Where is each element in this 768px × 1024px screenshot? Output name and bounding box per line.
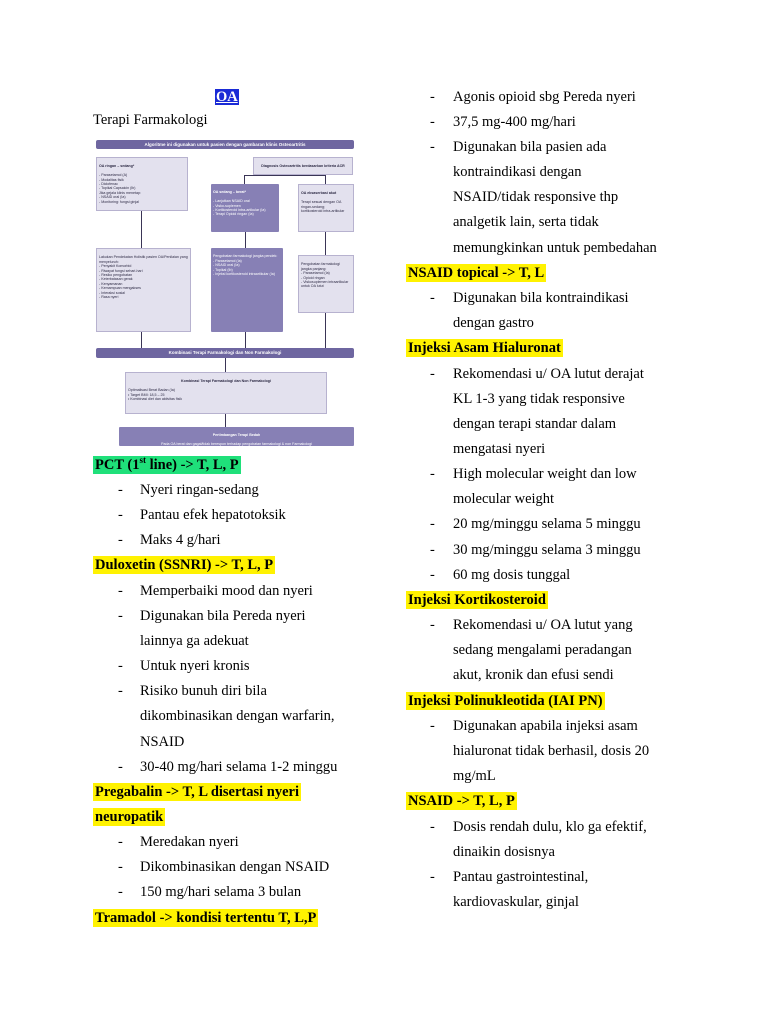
connector-line [245, 332, 246, 348]
nsaid-topical-heading: NSAID topical -> T, L [408, 265, 545, 281]
doc-title [215, 88, 239, 106]
list-item-continuation: hialuronat tidak berhasil, dosis 20 [453, 743, 650, 759]
pregabalin-heading: Pregabalin -> T, L disertasi nyeri [95, 784, 300, 800]
list-item: 20 mg/minggu selama 5 minggu [453, 516, 641, 532]
list-item: High molecular weight dan low [453, 466, 637, 482]
list-item-continuation: akut, kronik dan efusi sendi [453, 667, 614, 683]
oa-algorithm-flowchart [93, 137, 358, 449]
list-item: Pantau efek hepatotoksik [140, 507, 286, 523]
list-item-continuation: mg/mL [453, 768, 496, 784]
flowchart-box-acute [298, 184, 354, 232]
box-moderate-title: OA sedang – berat* [213, 190, 247, 195]
list-item-continuation: dengan terapi standar dalam [453, 416, 617, 432]
list-item: Digunakan bila kontraindikasi [453, 290, 629, 306]
connector-line [225, 414, 226, 427]
list-item-continuation: molecular weight [453, 491, 555, 507]
box-acute-text: Terapi sesuai dengan OA ringan-sedang; kortikosteroid intra-artikular [301, 200, 345, 214]
list-item: Memperbaiki mood dan nyeri [140, 583, 313, 599]
hialuronat-heading: Injeksi Asam Hialuronat [408, 340, 561, 356]
list-item-continuation: lainnya ga adekuat [140, 633, 249, 649]
nsaid-heading: NSAID -> T, L, P [408, 793, 515, 809]
flowchart-box-short-term [211, 248, 283, 332]
connector-line [141, 211, 142, 248]
list-item-continuation: analgetik lain, serta tidak [453, 214, 599, 230]
kortikosteroid-heading: Injeksi Kortikosteroid [408, 592, 546, 608]
flowchart-box-diagnosis [253, 157, 353, 175]
list-item-continuation: dengan gastro [453, 315, 534, 331]
list-item: Untuk nyeri kronis [140, 658, 250, 674]
box-bottom-text: Pada OA berat dan gagal/tidak berespon terhadap pengobatan farmakologi & non Farmakologi [161, 442, 312, 446]
connector-line [244, 175, 326, 176]
list-item-continuation: kardiovaskular, ginjal [453, 894, 579, 910]
list-item-continuation: sedang mengalami peradangan [453, 642, 632, 658]
list-item: Rekomendasi u/ OA lutut derajat [453, 366, 644, 382]
pregabalin-heading-line2: neuropatik [95, 809, 164, 825]
list-item: Dosis rendah dulu, klo ga efektif, [453, 819, 647, 835]
list-item-continuation: kontraindikasi dengan [453, 164, 582, 180]
list-item-continuation: mengatasi nyeri [453, 441, 546, 457]
subtitle: Terapi Farmakologi [93, 112, 208, 128]
connector-line [325, 175, 326, 184]
list-item-continuation: KL 1-3 yang tidak responsive [453, 391, 625, 407]
box-bottom-title: Pertimbangan Terapi Bedah [212, 433, 261, 438]
box-moderate-text: - Lanjutkan NSAID oral - Visko-suplemen - Kortikosteroid intra-artikular (Ia) - Terapi Opioid ringan (Ia) [213, 199, 266, 217]
list-item: 150 mg/hari selama 3 bulan [140, 884, 302, 900]
connector-line [325, 232, 326, 255]
box-combo-text: Optimalisasi Berat Badan (Ia) • Target BMI: 18,5 – 25 • Kombinasi diet dan aktivitas fisik [128, 388, 182, 402]
connector-line [225, 358, 226, 372]
list-item-continuation: NSAID/tidak responsive thp [453, 189, 619, 205]
connector-line [141, 332, 142, 348]
list-item: 37,5 mg-400 mg/hari [453, 114, 576, 130]
duloxetin-heading: Duloxetin (SSNRI) -> T, L, P [95, 557, 274, 573]
list-item: Pantau gastrointestinal, [453, 869, 589, 885]
list-item: 30 mg/minggu selama 3 minggu [453, 542, 641, 558]
box-mid-text: Pengobatan farmakologi jangka pendek: - Parasetamol (Ia) - NSAID oral (Ia) - Topikal (Ib) - Injeksi kortikosteroid intraartikular (Ia) [213, 254, 278, 277]
list-item: Digunakan bila Pereda nyeri [140, 608, 306, 624]
flowchart-box-moderate [211, 184, 279, 232]
box-mild-title: OA ringan – sedang* [99, 164, 135, 169]
tramadol-heading: Tramadol -> kondisi tertentu T, L,P [95, 910, 317, 926]
flowchart-box-mild [96, 157, 188, 211]
list-item: Digunakan bila pasien ada [453, 139, 607, 155]
box-nonpharm-text: Lakukan Pendekatan Holistik pasien OA/Penilaian yang menyeluruh: - Penyakit Komorbid - Riwayat fungsi sehari-hari - Resiko pengobatan - Keterbatasan gerak - Kenyamanan - Kemampuan mengakses - Interaksi sosial - Rasa nyeri [99, 255, 188, 300]
list-item: 60 mg dosis tunggal [453, 567, 571, 583]
connector-line [244, 175, 245, 184]
flowchart-box-surgery [119, 427, 354, 446]
list-item: Maks 4 g/hari [140, 532, 221, 548]
list-item: Digunakan apabila injeksi asam [453, 718, 638, 734]
box-right-text: Pengobatan farmakologi jangka panjang: - Parasetamol (Ia) - Opioid ringan - Viskosuplemen intraartikular untuk OA lutut [301, 262, 349, 289]
list-item: Risiko bunuh diri bila [140, 683, 267, 699]
list-item: Agonis opioid sbg Pereda nyeri [453, 89, 636, 105]
pct-heading [93, 456, 241, 474]
pct-highlight: PCT (1st line) -> T, L, P [95, 455, 239, 473]
flowchart-banner-combo: Kombinasi Terapi Farmakologi dan Non Farmakologi [96, 348, 354, 358]
box-diag-title: Diagnosis Osteoartritis berdasarkan kriteria ACR [261, 164, 345, 169]
list-item: Meredakan nyeri [140, 834, 239, 850]
list-item-continuation: memungkinkan untuk pembedahan [453, 240, 657, 256]
oa-title: OA [216, 89, 238, 105]
flowchart-box-holistic [96, 248, 191, 332]
flowchart-box-long-term [298, 255, 354, 313]
list-item: 30-40 mg/hari selama 1-2 minggu [140, 759, 338, 775]
connector-line [245, 232, 246, 248]
connector-line [325, 313, 326, 348]
list-item: Nyeri ringan-sedang [140, 482, 259, 498]
list-item: Rekomendasi u/ OA lutut yang [453, 617, 633, 633]
box-mild-text: - Parasetamol (A) - Modalitas fisik - Diclofenac - Topikal Capsaicin (Ib) Jika gejala klinis menetap: - NSAID oral (Ia) - Monitoring: fungsi ginjal [99, 173, 141, 204]
polinukleotida-heading: Injeksi Polinukleotida (IAI PN) [408, 693, 603, 709]
box-combo-title: Kombinasi Terapi Farmakologi dan Non Farmakologi [181, 379, 271, 384]
flowchart-banner-top: Algoritme ini digunakan untuk pasien dengan gambaran klinis Osteoartritis [96, 140, 354, 149]
flowchart-box-combination [125, 372, 327, 414]
list-item-continuation: NSAID [140, 734, 185, 750]
list-item: Dikombinasikan dengan NSAID [140, 859, 330, 875]
list-item-continuation: dikombinasikan dengan warfarin, [140, 708, 335, 724]
box-acute-title: OA eksaserbasi akut [301, 191, 337, 196]
list-item-continuation: dinaikin dosisnya [453, 844, 555, 860]
